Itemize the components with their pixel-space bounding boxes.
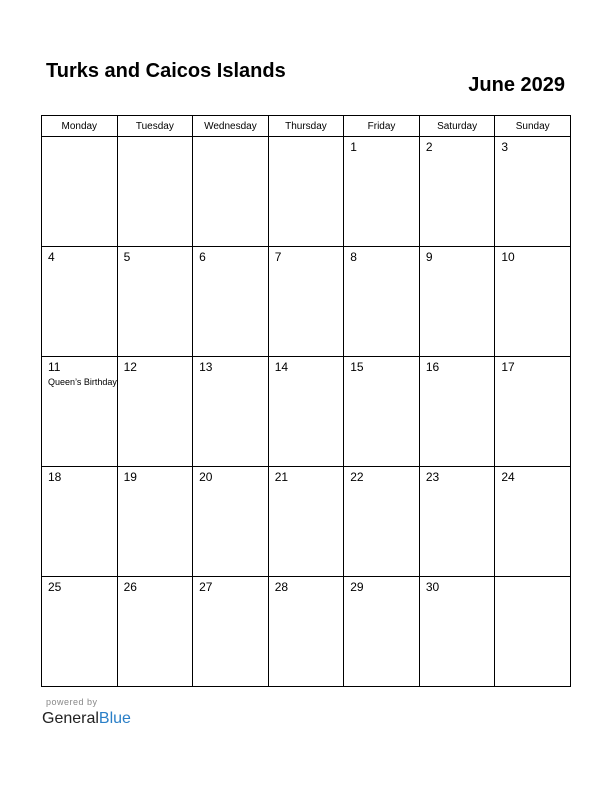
day-cell [419, 137, 495, 247]
week-row [42, 577, 571, 687]
weekday-monday: Monday [42, 116, 118, 137]
day-cell [117, 467, 193, 577]
day-number: 27 [199, 580, 213, 594]
day-cell [117, 357, 193, 467]
day-cell [419, 247, 495, 357]
day-cell [193, 247, 269, 357]
day-cell [268, 357, 344, 467]
day-number: 12 [123, 360, 137, 374]
weekday-header-row [42, 116, 571, 137]
day-number: 9 [425, 250, 433, 264]
day-cell [344, 357, 420, 467]
day-number: 6 [199, 250, 206, 264]
day-number: 4 [48, 250, 55, 264]
day-cell [344, 577, 420, 687]
day-number: 15 [350, 360, 364, 374]
day-number: 10 [501, 250, 515, 264]
day-number: 30 [425, 580, 440, 594]
day-number: 2 [425, 140, 433, 154]
day-cell [193, 467, 269, 577]
day-number: 21 [274, 470, 289, 484]
day-cell [117, 247, 193, 357]
day-cell [42, 137, 118, 247]
day-cell [117, 137, 193, 247]
country-title: Turks and Caicos Islands [46, 60, 286, 82]
week-row [42, 467, 571, 577]
calendar-grid [41, 115, 571, 687]
day-number [495, 577, 570, 581]
weekday-wednesday: Wednesday [193, 116, 269, 137]
day-cell [193, 137, 269, 247]
day-number: 5 [123, 250, 131, 264]
day-number [193, 137, 268, 141]
generalblue-logo[interactable] [42, 709, 131, 729]
weekday-saturday: Saturday [419, 116, 495, 137]
day-cell [495, 357, 571, 467]
day-number: 18 [48, 470, 62, 484]
week-row [42, 137, 571, 247]
day-cell [419, 357, 495, 467]
weekday-tuesday: Tuesday [117, 116, 193, 137]
day-number: 19 [123, 470, 137, 484]
day-number: 1 [350, 140, 357, 154]
day-number: 25 [48, 580, 62, 594]
day-cell [495, 577, 571, 687]
day-number: 7 [274, 250, 282, 264]
day-cell [42, 577, 118, 687]
day-cell [268, 247, 344, 357]
day-number: 29 [350, 580, 364, 594]
day-number: 14 [274, 360, 289, 374]
day-cell [42, 467, 118, 577]
brand-blue: Blue [98, 710, 131, 727]
day-cell [42, 247, 118, 357]
day-cell [117, 577, 193, 687]
day-cell [344, 467, 420, 577]
day-cell [268, 467, 344, 577]
brand-general: General [42, 710, 99, 727]
day-number: 13 [199, 360, 213, 374]
day-number: 26 [123, 580, 137, 594]
day-number: 22 [350, 470, 364, 484]
day-cell [419, 577, 495, 687]
day-number [269, 137, 344, 141]
day-number: 8 [350, 250, 357, 264]
day-cell [344, 137, 420, 247]
week-row [42, 357, 571, 467]
day-cell [495, 247, 571, 357]
day-cell [344, 247, 420, 357]
day-number: 20 [199, 470, 213, 484]
day-cell [268, 577, 344, 687]
day-number: 16 [425, 360, 440, 374]
week-row [42, 247, 571, 357]
month-year-title: June 2029 [468, 74, 565, 96]
day-number: 28 [274, 580, 289, 594]
weekday-thursday: Thursday [268, 116, 344, 137]
powered-by-label: powered by [46, 697, 98, 707]
day-cell [193, 577, 269, 687]
day-cell [193, 357, 269, 467]
day-number [118, 137, 193, 141]
day-number: 23 [425, 470, 440, 484]
day-number: 24 [501, 470, 515, 484]
day-cell [268, 137, 344, 247]
day-cell [495, 137, 571, 247]
weekday-friday: Friday [344, 116, 420, 137]
day-cell [495, 467, 571, 577]
day-cell [419, 467, 495, 577]
day-number: 11 [48, 360, 61, 374]
day-number: 17 [501, 360, 515, 374]
weekday-sunday: Sunday [495, 116, 571, 137]
holiday-label: Queen’s Birthday [48, 377, 117, 387]
day-number: 3 [501, 140, 509, 154]
day-cell [42, 357, 118, 467]
day-number [42, 137, 117, 141]
